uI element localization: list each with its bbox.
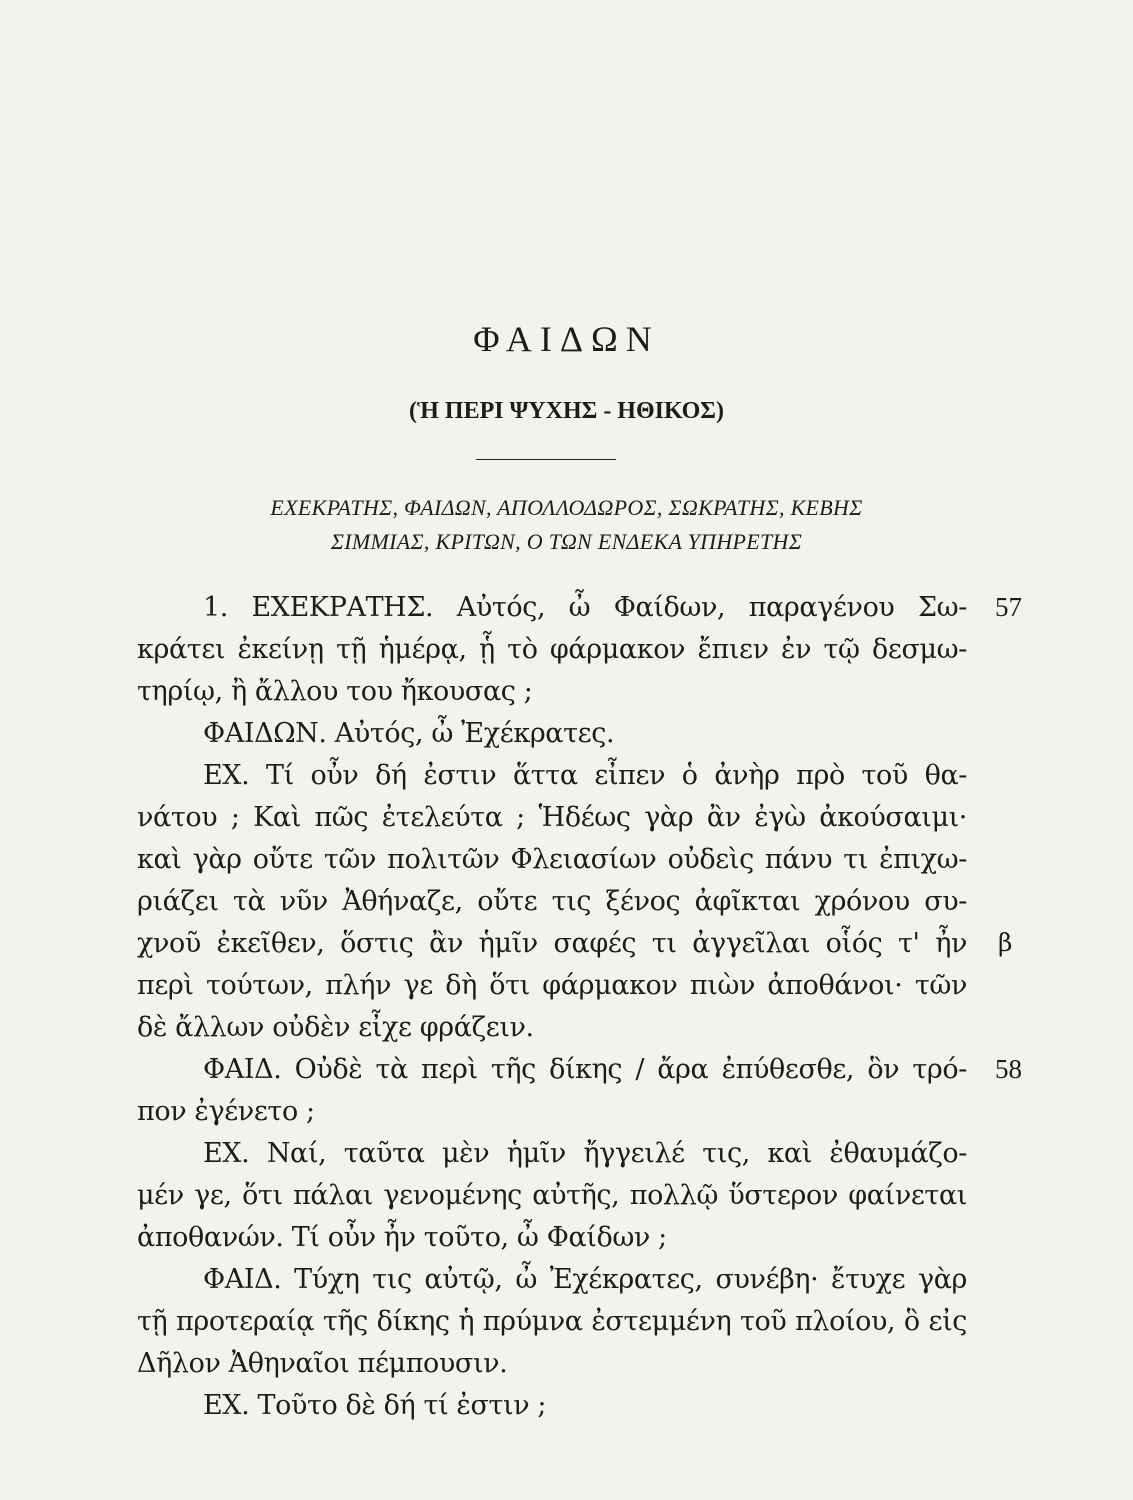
page-title: ΦΑΙΔΩΝ — [473, 319, 660, 359]
text-line: 1. ΕΧΕΚΡΑΤΗΣ. Αὐτός, ὦ Φαίδων, παραγένου Σω- — [203, 592, 967, 623]
text-line: χνοῦ ἐκεῖθεν, ὅστις ἂν ἡμῖν σαφές τι ἀγγεῖλαι οἷός τ' ἦν — [137, 928, 967, 959]
text-line: ΕΧ. Ναί, ταῦτα μὲν ἡμῖν ἤγγειλέ τις, καὶ ἐθαυμάζο- — [203, 1138, 967, 1169]
stephanus-section: β — [998, 928, 1013, 957]
text-line: ΦΑΙΔΩΝ. Αὐτός, ὦ Ἐχέκρατες. — [203, 718, 615, 749]
text-line: μέν γε, ὅτι πάλαι γενομένης αὐτῆς, πολλῷ ὕστερον φαίνεται — [137, 1180, 967, 1211]
text-line: ἀποθανών. Τί οὖν ἦν τοῦτο, ὦ Φαίδων ; — [137, 1222, 667, 1253]
text-line: τῇ προτεραίᾳ τῆς δίκης ἡ πρύμνα ἐστεμμένη τοῦ πλοίου, ὃ εἰς — [137, 1306, 967, 1337]
text-line: ΕΧ. Τοῦτο δὲ δή τί ἐστιν ; — [203, 1390, 547, 1421]
text-line: Δῆλον Ἀθηναῖοι πέμπουσιν. — [137, 1348, 508, 1379]
stephanus-number: 57 — [995, 592, 1022, 622]
text-line: κράτει ἐκείνῃ τῇ ἡμέρᾳ, ᾗ τὸ φάρμακον ἔπιεν ἐν τῷ δεσμω- — [137, 634, 967, 665]
text-line: περὶ τούτων, πλήν γε δὴ ὅτι φάρμακον πιὼν ἀποθάνοι· τῶν — [137, 970, 967, 1001]
persons-line: ΕΧΕΚΡΑΤΗΣ, ΦΑΙΔΩΝ, ΑΠΟΛΛΟΔΩΡΟΣ, ΣΩΚΡΑΤΗΣ, ΚΕΒΗΣ — [270, 495, 863, 520]
text-line: τηρίῳ, ἢ ἄλλου του ἤκουσας ; — [137, 676, 533, 707]
text-line: πον ἐγένετο ; — [137, 1096, 315, 1127]
text-line: ριάζει τὰ νῦν Ἀθήναζε, οὔτε τις ξένος ἀφῖκται χρόνου συ- — [137, 886, 967, 917]
text-line: δὲ ἄλλων οὐδὲν εἶχε φράζειν. — [137, 1012, 534, 1043]
persons-line: ΣΙΜΜΙΑΣ, ΚΡΙΤΩΝ, Ο ΤΩΝ ΕΝΔΕΚΑ ΥΠΗΡΕΤΗΣ — [330, 529, 803, 554]
dramatis-personae — [0, 491, 1133, 559]
subtitle: (Ἡ ΠΕΡΙ ΨΥΧΗΣ - ΗΘΙΚΟΣ) — [409, 398, 724, 424]
text-line: καὶ γὰρ οὔτε τῶν πολιτῶν Φλειασίων οὐδεὶς πάνυ τι ἐπιχω- — [137, 844, 967, 875]
text-line: νάτου ; Καὶ πῶς ἐτελεύτα ; Ἡδέως γὰρ ἂν ἐγὼ ἀκούσαιμι· — [137, 802, 967, 833]
text-line: ΦΑΙΔ. Τύχη τις αὐτῷ, ὦ Ἐχέκρατες, συνέβη· ἔτυχε γὰρ — [203, 1264, 967, 1295]
text-line: ΕΧ. Τί οὖν δή ἐστιν ἅττα εἶπεν ὁ ἀνὴρ πρὸ τοῦ θα- — [203, 760, 967, 791]
text-line: ΦΑΙΔ. Οὐδὲ τὰ περὶ τῆς δίκης / ἄρα ἐπύθεσθε, ὃν τρό- — [203, 1054, 967, 1085]
stephanus-number: 58 — [995, 1054, 1022, 1084]
title-rule — [476, 459, 616, 460]
